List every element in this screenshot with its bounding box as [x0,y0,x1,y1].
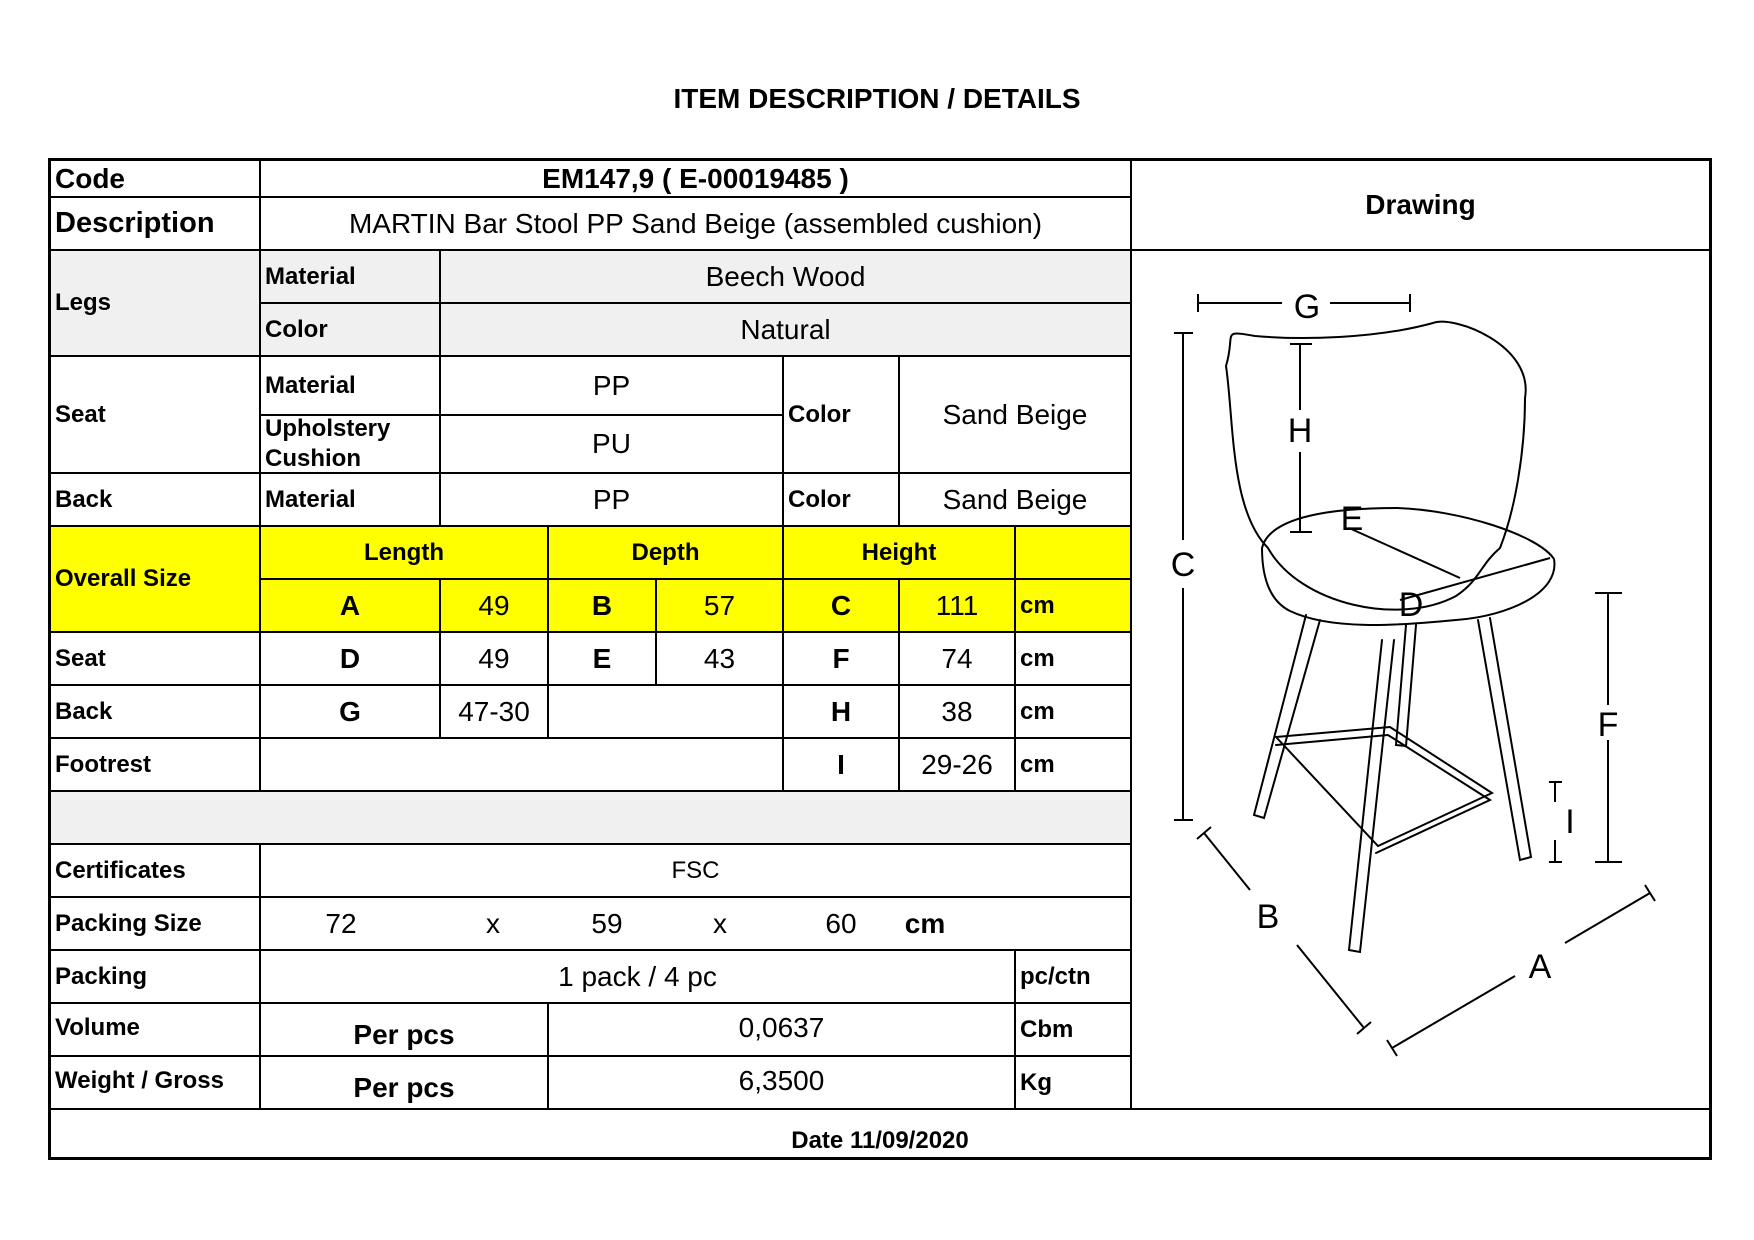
letter-h: H [1287,412,1313,450]
letter-b: B [1256,898,1280,936]
back-g-value: 47-30 [441,686,549,739]
packing-size-value [261,898,1132,951]
seat-f-letter: F [784,633,900,686]
legs-material-label: Material [261,251,441,304]
overall-b-value: 57 [657,580,784,633]
back-g-letter: G [261,686,441,739]
separator-row [51,792,1132,845]
packing-label: Packing [51,951,261,1004]
volume-value: 0,0637 [549,1004,1016,1057]
footrest-empty-cell [261,739,784,792]
depth-header: Depth [549,527,784,580]
seat-upholstery-label: Upholstery Cushion [261,416,441,474]
packing-unit: cm [904,907,946,939]
certificates-label: Certificates [51,845,261,898]
packing-value: 1 pack / 4 pc [261,951,1016,1004]
footrest-label: Footrest [51,739,261,792]
legs-color-label: Color [261,304,441,357]
back-material-value: PP [441,474,784,527]
footrest-i-value: 29-26 [900,739,1016,792]
packing-height: 60 [825,907,857,939]
drawing-header: Drawing [1132,161,1709,251]
code-label: Code [51,161,261,198]
seat-d-value: 49 [441,633,549,686]
letter-d: D [1398,586,1424,624]
footrest-i-letter: I [784,739,900,792]
volume-per: Per pcs [261,1004,549,1057]
seat-label: Seat [51,357,261,474]
legs-material-value: Beech Wood [441,251,1132,304]
back-label: Back [51,474,261,527]
seat-dims-label: Seat [51,633,261,686]
seat-dims-unit: cm [1016,633,1132,686]
packing-size-label: Packing Size [51,898,261,951]
back-h-value: 38 [900,686,1016,739]
volume-unit: Cbm [1016,1004,1132,1057]
packing-width: 59 [591,907,623,939]
description-value: MARTIN Bar Stool PP Sand Beige (assembled cushion) [261,198,1132,251]
footrest-unit: cm [1016,739,1132,792]
stool-outline [1226,322,1554,952]
letter-c: C [1170,546,1196,584]
overall-size-label: Overall Size [51,527,261,633]
legs-label: Legs [51,251,261,357]
packing-unit-cell: pc/ctn [1016,951,1132,1004]
letter-i: I [1565,803,1575,841]
dimension-lines [1174,294,1655,1056]
packing-length: 72 [325,907,357,939]
weight-value: 6,3500 [549,1057,1016,1110]
overall-b-letter: B [549,580,657,633]
seat-color-label: Color [784,357,900,474]
letter-g: G [1293,288,1321,326]
page-title: ITEM DESCRIPTION / DETAILS [673,83,1081,114]
letter-a: A [1528,948,1552,986]
description-label: Description [51,198,261,251]
back-empty-cell [549,686,784,739]
back-h-letter: H [784,686,900,739]
overall-c-letter: C [784,580,900,633]
weight-unit: Kg [1016,1057,1132,1110]
height-header: Height [784,527,1016,580]
overall-unit: cm [1016,580,1132,633]
certificates-value: FSC [261,845,1132,898]
seat-e-value: 43 [657,633,784,686]
seat-e-letter: E [549,633,657,686]
code-value: EM147,9 ( E-00019485 ) [261,161,1132,198]
seat-material-label: Material [261,357,441,416]
back-color-label: Color [784,474,900,527]
seat-color-value: Sand Beige [900,357,1132,474]
back-material-label: Material [261,474,441,527]
packing-x-2: x [713,907,727,939]
overall-a-letter: A [261,580,441,633]
length-header: Length [261,527,549,580]
dimension-letters [1171,288,1619,986]
seat-f-value: 74 [900,633,1016,686]
weight-label: Weight / Gross [51,1057,261,1110]
volume-label: Volume [51,1004,261,1057]
packing-x-1: x [486,907,500,939]
seat-material-value: PP [441,357,784,416]
legs-color-value: Natural [441,304,1132,357]
bar-stool-drawing [1100,243,1709,1108]
back-dims-unit: cm [1016,686,1132,739]
letter-f: F [1597,706,1619,744]
weight-per: Per pcs [261,1057,549,1110]
date-footer: Date 11/09/2020 [791,1127,969,1154]
seat-d-letter: D [261,633,441,686]
overall-a-value: 49 [441,580,549,633]
back-color-value: Sand Beige [900,474,1132,527]
seat-upholstery-value: PU [441,416,784,474]
overall-c-value: 111 [900,580,1016,633]
back-dims-label: Back [51,686,261,739]
letter-e: E [1340,500,1364,538]
